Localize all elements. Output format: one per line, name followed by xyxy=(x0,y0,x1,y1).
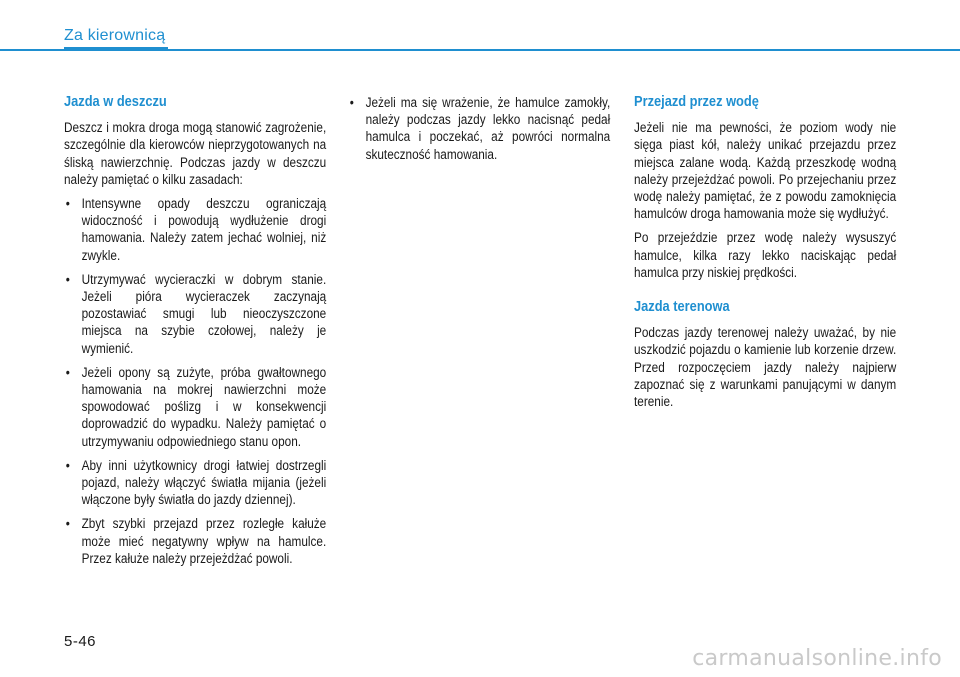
bullet-icon: • xyxy=(65,457,70,473)
list-item-text: Zbyt szybki przejazd przez rozległe kałuże może mieć negatywny wpływ na hamulce. Przez kałuże należy przejeżdżać powoli. xyxy=(81,516,327,566)
heading-water-crossing: Przejazd przez wodę xyxy=(634,94,759,110)
list-item xyxy=(64,515,326,567)
page-section-title: Za kierownicą xyxy=(64,27,166,44)
page-number: 5-46 xyxy=(64,633,97,650)
watermark-logo: carmanualsonline.info xyxy=(692,646,942,671)
bullet-icon: • xyxy=(349,95,354,110)
heading-rain-driving: Jazda w deszczu xyxy=(64,94,167,110)
rain-intro-paragraph: Deszcz i mokra droga mogą stanowić zagrożenie, szczególnie dla kierowców nieprzygotowanych na śliską nawierzchnię. Podczas jazdy w deszczu należy pamiętać o kilku zasadach: xyxy=(64,120,327,187)
list-item-text: Jeżeli opony są zużyte, próba gwałtownego hamowania na mokrej nawierzchni może spowodować poślizg i w konsekwencji doprowadzić do wypadku. Należy pamiętać o utrzymywaniu odpowiedniego stanu opon. xyxy=(81,364,327,449)
bullet-icon: • xyxy=(65,196,70,212)
list-item-text: Aby inni użytkownicy drogi łatwiej dostrzegli pojazd, należy włączyć światła mijania (jeżeli włączone były światła do jazdy dziennej). xyxy=(81,457,327,508)
list-item xyxy=(64,364,326,450)
brake-tips-list xyxy=(348,94,610,163)
column-right xyxy=(634,94,896,417)
column-left xyxy=(64,94,326,574)
bullet-icon: • xyxy=(65,271,70,287)
heading-offroad-driving: Jazda terenowa xyxy=(634,299,730,316)
header-accent-bar xyxy=(64,47,168,51)
list-item-text: Intensywne opady deszczu ograniczają widoczność i powodują wydłużenie drogi hamowania. Należy zatem jechać wolniej, niż zwykle. xyxy=(81,196,327,263)
column-middle xyxy=(348,94,610,170)
list-item xyxy=(348,94,610,163)
rain-tips-list xyxy=(64,195,326,567)
list-item xyxy=(64,457,326,509)
water-crossing-paragraph-2: Po przejeździe przez wodę należy wysuszyć hamulce, kilka razy lekko naciskając pedał hamulca przy niskiej prędkości. xyxy=(634,230,897,280)
bullet-icon: • xyxy=(65,364,70,380)
offroad-paragraph: Podczas jazdy terenowej należy uważać, by nie uszkodzić pojazdu o kamienie lub korzenie drzew. Przed rozpoczęciem jazdy należy najpierw zapoznać się z warunkami panującymi w danym terenie. xyxy=(634,325,897,410)
water-crossing-paragraph-1: Jeżeli nie ma pewności, że poziom wody nie sięga piast kół, należy unikać przejazdu przez miejsca zalane wodą. Każdą przeszkodę wodną należy przejeżdżać powoli. Po przejechaniu przez wodę należy pamiętać, że z powodu zamoknięcia hamulców droga hamowania może się wydłużyć. xyxy=(634,120,897,222)
list-item-text: Jeżeli ma się wrażenie, że hamulce zamokły, należy podczas jazdy lekko nacisnąć pedał hamulca i poczekać, aż powróci normalna skuteczność hamowania. xyxy=(365,95,611,162)
list-item xyxy=(64,271,326,357)
list-item xyxy=(64,195,326,264)
bullet-icon: • xyxy=(65,516,70,532)
list-item-text: Utrzymywać wycieraczki w dobrym stanie. Jeżeli pióra wycieraczek zaczynają pozostawiać smugi lub nieoczyszczone miejsca na szybie czołowej, należy je wymienić. xyxy=(81,271,327,356)
